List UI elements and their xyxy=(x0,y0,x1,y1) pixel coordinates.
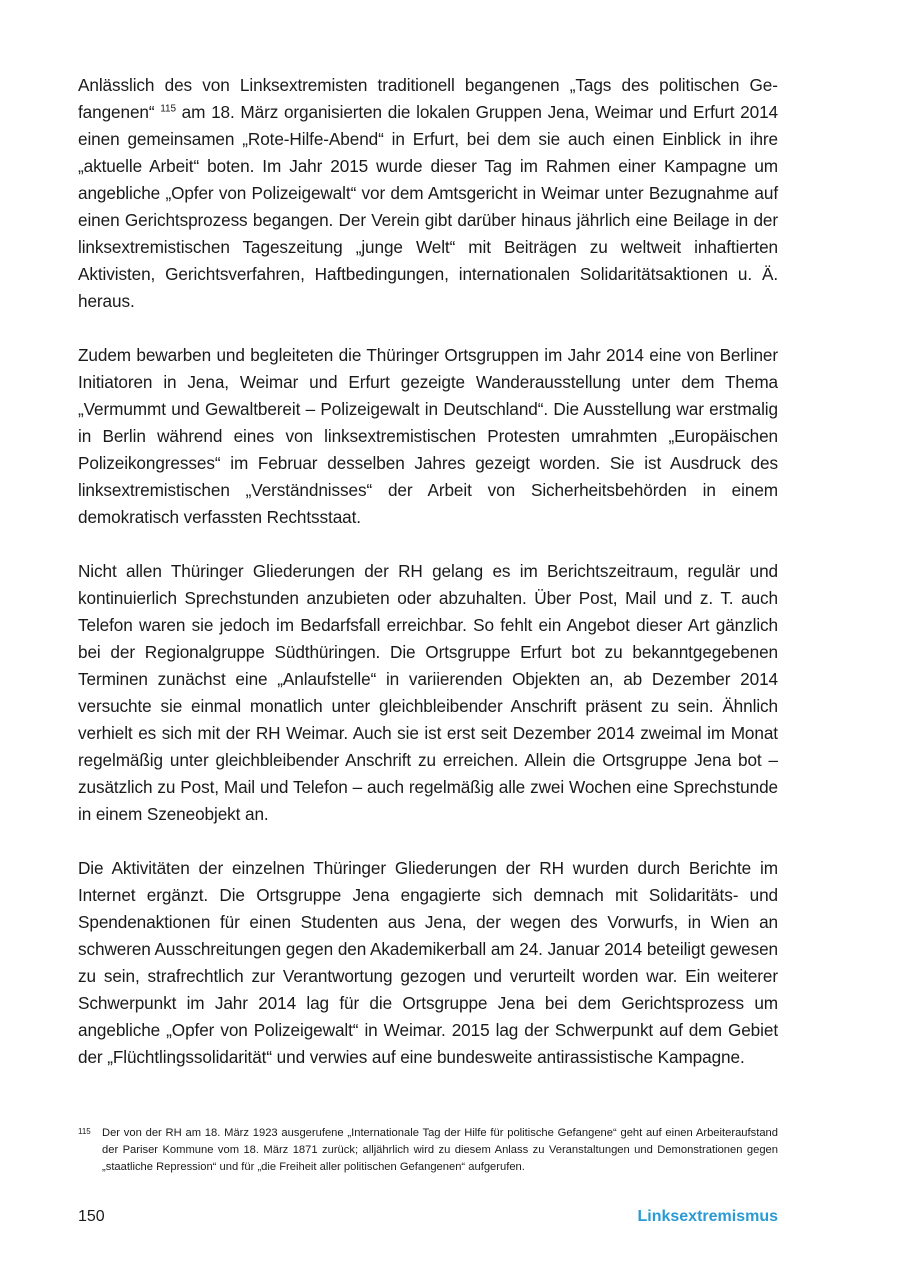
footnote xyxy=(78,1125,778,1176)
paragraph-1 xyxy=(78,72,778,315)
page-footer xyxy=(78,1206,778,1228)
footnote-reference[interactable]: 115 xyxy=(160,103,176,115)
paragraph-1-text-b: am 18. März organisierten die lokalen Gruppen Jena, Weimar und Erfurt 2014 einen gemeinsamen „Rote-Hilfe-Abend“ in Erfurt, bei dem sie auch einen Einblick in ihre „aktuelle Arbeit“ boten. Im Jahr 2015 wurde dieser Tag im Rahmen einer Kampagne um angebliche „Opfer von Polizeigewalt“ vor dem Amtsgericht in Weimar unter Bezugnahme auf einen Gerichtsprozess begangen. Der Verein gibt darüber hinaus jährlich eine Beilage in der linksextremistischen Tageszeitung „junge Welt“ mit Beiträgen zu weltweit inhaftierten Aktivisten, Gerichtsverfahren, Haftbedingungen, internationalen Solidaritätsaktionen u. Ä. heraus. xyxy=(78,102,779,311)
page-body xyxy=(78,72,778,1098)
paragraph-4: Die Aktivitäten der einzelnen Thüringer Gliederungen der RH wurden durch Berichte im Internet ergänzt. Die Ortsgruppe Jena engagierte sich demnach mit Solidaritäts- und Spendenaktionen für einen Studenten aus Jena, der wegen des Vorwurfs, in Wien an schweren Ausschreitungen gegen den Akademikerball am 24. Januar 2014 beteiligt gewesen zu sein, strafrechtlich zur Verantwortung gezogen und verurteilt worden war. Ein weiterer Schwerpunkt im Jahr 2014 lag für die Ortsgruppe Jena bei dem Gerichtsprozess um angebliche „Opfer von Polizeigewalt“ in Weimar. 2015 lag der Schwerpunkt auf dem Gebiet der „Flüchtlingssolidarität“ und verwies auf eine bundesweite antirassistische Kampagne. xyxy=(78,858,778,1067)
paragraph-3: Nicht allen Thüringer Gliederungen der RH gelang es im Berichtszeitraum, regulär und kontinuierlich Sprechstunden anzubieten oder abzuhalten. Über Post, Mail und z. T. auch Telefon waren sie jedoch im Bedarfsfall erreichbar. So fehlt ein Angebot dieser Art gänzlich bei der Regionalgruppe Südthüringen. Die Ortsgruppe Erfurt bot zu bekanntgegebenen Terminen zunächst eine „Anlaufstelle“ in variierenden Objekten an, ab Dezember 2014 versuchte sie einmal monatlich unter gleichbleibender Anschrift präsent zu sein. Ähnlich verhielt es sich mit der RH Weimar. Auch sie ist erst seit Dezember 2014 zweimal im Monat regelmäßig unter gleichbleibender Anschrift zu erreichen. Allein die Ortsgruppe Jena bot – zusätzlich zu Post, Mail und Telefon – auch regelmäßig alle zwei Wochen eine Sprechstunde in einem Szeneobjekt an. xyxy=(78,561,778,824)
page-number: 150 xyxy=(78,1208,105,1225)
footnote-number: 115 xyxy=(78,1127,91,1136)
paragraph-2: Zudem bewarben und begleiteten die Thüringer Ortsgruppen im Jahr 2014 eine von Berliner Initiatoren in Jena, Weimar und Erfurt gezeigte Wanderausstellung unter dem Thema „Vermummt und Gewaltbereit – Polizeigewalt in Deutschland“. Die Ausstellung war erstmalig in Berlin während eines von linksextremistischen Protesten umrahmten „Europäischen Polizeikongresses“ im Februar desselben Jahres gezeigt worden. Sie ist Ausdruck des linksextremistischen „Verständnisses“ der Arbeit von Sicherheitsbehörden in einem demokratisch verfassten Rechtsstaat. xyxy=(78,345,778,527)
paragraph-1-text-a: Anlässlich des von Linksextremisten traditionell begangenen „Tags des politischen Gefangenen“ xyxy=(78,75,778,122)
section-label: Linksextremismus xyxy=(637,1208,778,1225)
footnote-text: Der von der RH am 18. März 1923 ausgerufene „Internationale Tag der Hilfe für politische Gefangene“ geht auf einen Arbeiteraufstand der Pariser Kommune vom 18. März 1871 zurück; alljährlich wird zu diesem Anlass zu Veranstaltungen und Demonstrationen gegen „staatliche Repression“ und für „die Freiheit aller politischen Gefangenen“ aufgerufen. xyxy=(102,1127,778,1173)
